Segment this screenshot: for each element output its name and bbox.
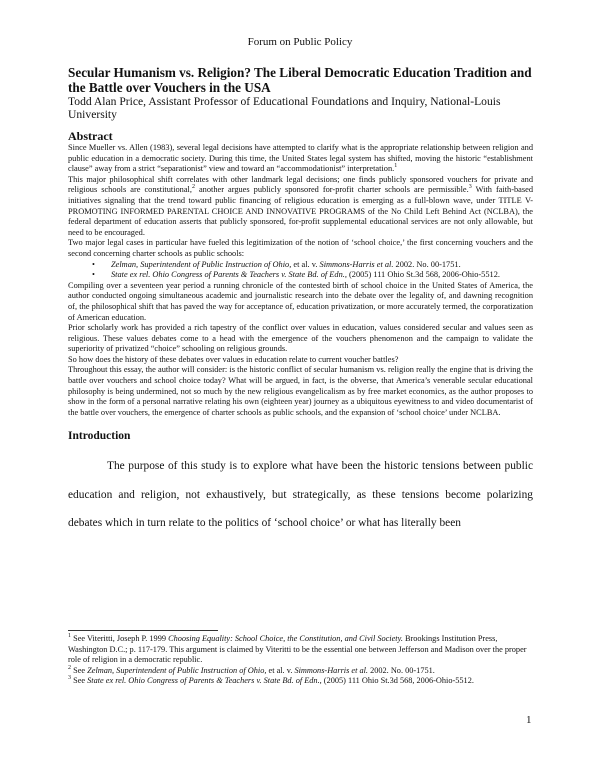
abstract-paragraph-5: Prior scholarly work has provided a rich tapestry of the conflict over values in education, values considered secular and values seen as religious. These values debates come to a head with the emergence of the vouchers phenomenon and the campaign to validate the superiority of privatized “choice” schooling on religious grounds. <box>68 323 533 354</box>
abstract-paragraph-2: This major philosophical shift correlates with other landmark legal decisions; one finds publicly sponsored vouchers for private and religious schools are constitutional,$^2$ another argues publicly sponsored for-profit charter schools are permissible.$^3$ With faith-based initiatives signaling that the trend toward public financing of religious education is emerging as a full-blown wave, under TITLE V-PROMOTING INFORMED PARENTAL CHOICE AND INNOVATIVE PROGRAMS of the No Child Left Behind Act (NCLBA), the federal department of education asserts that publicly sponsored, for-profit supplemental educational services are not only allowable, but need to be encouraged. <box>68 174 534 237</box>
footnote-ref-2[interactable]: 2 <box>191 184 195 191</box>
footnote-divider <box>68 630 218 631</box>
abstract-paragraph-1: Since Mueller vs. Allen (1983), several legal decisions have attempted to clarify what is the appropriate relationship between religion and public education in a democratic society. During this time, the United States legal system has shifted, moving the historic “establishment clause” away from a strict “separationist” view and toward an “accommodationist” interpretation.$^1$ <box>68 143 533 174</box>
running-header: Forum on Public Policy <box>247 36 353 48</box>
legal-cases-list <box>68 260 533 281</box>
footnote-2: $^2$ See Zelman, Superintendent of Public Instruction of Ohio, et al. v. Simmons-Harris et al. 2002. No. 00-1751. <box>68 665 435 675</box>
introduction-paragraph: The purpose of this study is to explore what have been the historic tensions between public education and religion, not exhaustively, but strategically, as these tensions become polarizing debates which in turn relate to the politics of ‘school choice’ or what has literally been <box>68 460 533 530</box>
list-item: • Zelman, Superintendent of Public Instruction of Ohio, et al. v. Simmons-Harris et al. 2002. No. 00-1751. <box>92 259 461 269</box>
bullet-icon: • <box>92 270 95 280</box>
abstract-paragraph-4: Compiling over a seventeen year period a running chronicle of the contested birth of school choice in the United States of America, the author conducted ongoing simultaneous academic and journalistic research into the debate over the legality of, and dawning recognition of, the philosophical shift that has paved the way for acceptance of, education privatization, or more accurately termed, the corporatization of American education. <box>68 280 533 322</box>
abstract-paragraph-6: So how does the history of these debates over values in education relate to current voucher battles? <box>68 354 399 364</box>
footnotes <box>68 634 533 687</box>
paper-title: Secular Humanism vs. Religion? The Liberal Democratic Education Tradition and the Battle over Vouchers in the USA <box>68 65 532 95</box>
footnote-ref-1[interactable]: 1 <box>394 163 398 170</box>
author-line: Todd Alan Price, Assistant Professor of Educational Foundations and Inquiry, National-Louis University <box>68 95 501 121</box>
footnote-ref-3[interactable]: 3 <box>468 184 472 191</box>
footnote-3: $^3$ See State ex rel. Ohio Congress of Parents & Teachers v. State Bd. of Edn., (2005) 111 Ohio St.3d 568, 2006-Ohio-5512. <box>68 675 474 686</box>
main-content <box>68 66 533 538</box>
abstract-paragraph-7: Throughout this essay, the author will consider: is the historic conflict of secular humanism vs. religion really the engine that is driving the battle over vouchers and school choice today? What will be argued, in fact, is the obverse, that America’s venerable secular educational philosophy is being undermined, not so much by the new religious evangelicalism as by free market economics, as the author proposes to show in the form of a personal narrative relating his own (eighteen year) journey as a ubiquitous eyewitness to and video documentarist of the battle over vouchers, the emergence of charter schools as public schools, and the expansion of ‘school choice’ under NCLBA. <box>68 365 533 417</box>
bullet-icon: • <box>92 259 95 269</box>
footnote-1: $^1$ See Viteritti, Joseph P. 1999 Choosing Equality: School Choice, the Constitution, and Civil Society. Brookings Institution Press, Washington D.C.; p. 117-179. This argument is claimed by Viteritti to be the essential one between Jefferson and Madison over the proper role of religion in a democratic republic. <box>68 633 527 665</box>
introduction-heading: Introduction <box>68 430 131 443</box>
abstract-paragraph-3: Two major legal cases in particular have fueled this legitimization of the notion of ‘school choice,’ the first concerning vouchers and the second concerning charter schools as public schools: <box>68 238 533 258</box>
abstract-heading: Abstract <box>68 129 113 143</box>
list-item: • State ex rel. Ohio Congress of Parents & Teachers v. State Bd. of Edn., (2005) 111 Ohio St.3d 568, 2006-Ohio-5512. <box>92 270 500 280</box>
page-number: 1 <box>526 714 532 726</box>
